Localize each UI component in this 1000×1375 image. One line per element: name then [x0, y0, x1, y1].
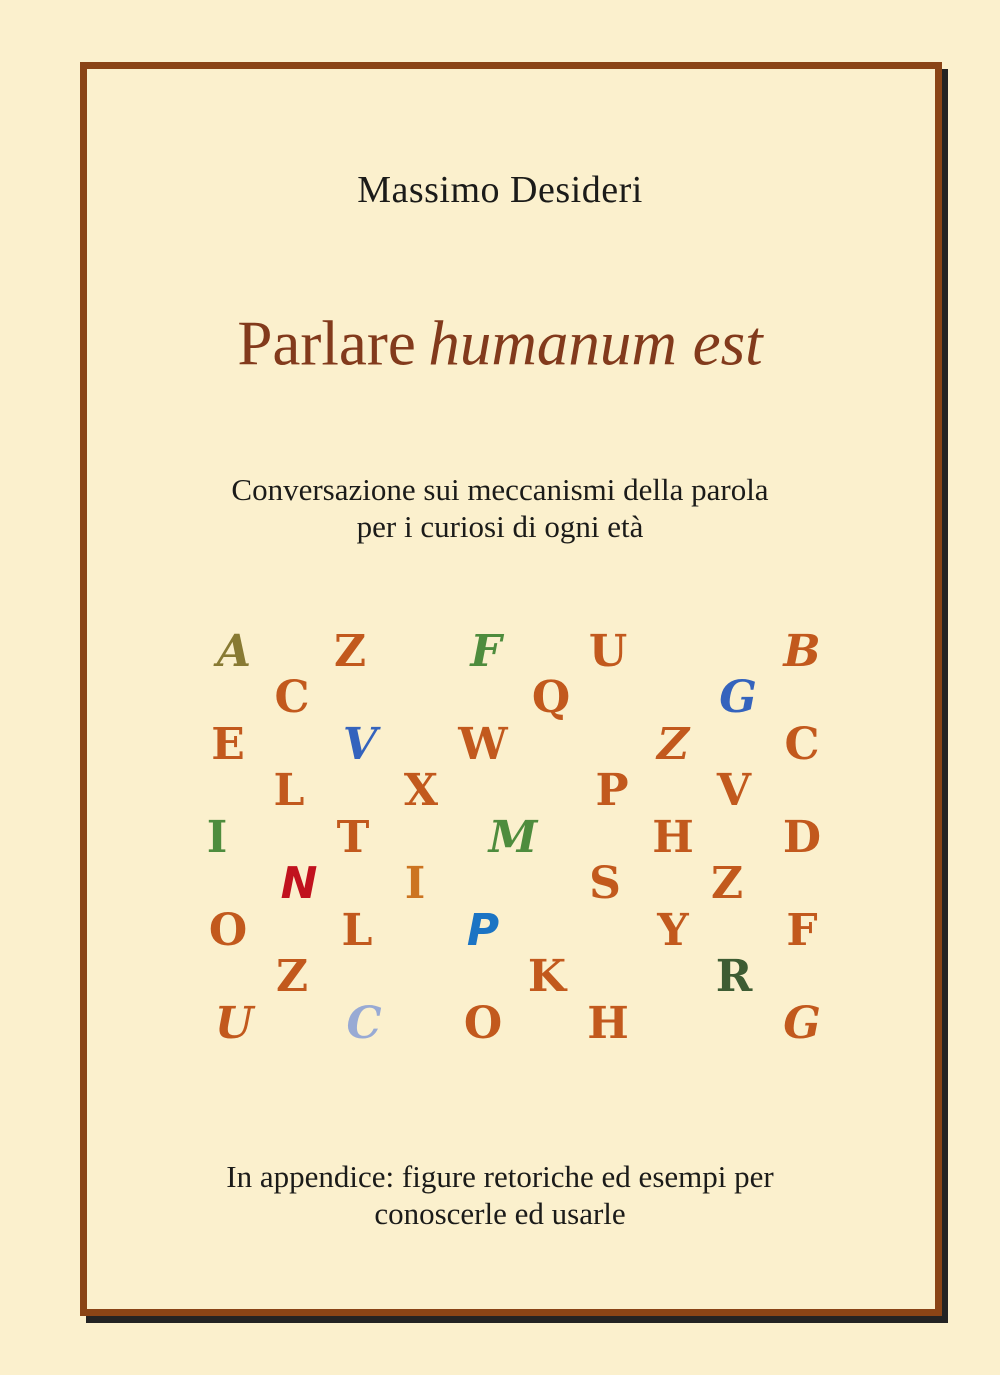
scattered-letter-i: I	[404, 858, 426, 909]
scattered-letter-p: P	[595, 765, 629, 816]
scattered-letter-t: T	[336, 812, 370, 863]
book-title-italic: humanum est	[428, 308, 763, 379]
scattered-letter-s: S	[589, 858, 621, 909]
scattered-letter-y: Y	[657, 905, 689, 956]
scattered-letter-f: F	[470, 626, 502, 677]
scattered-letter-a: A	[216, 626, 252, 677]
scattered-letter-c: C	[346, 998, 382, 1049]
scattered-letter-h: H	[652, 812, 694, 863]
appendix-line-1: In appendice: figure retoriche ed esempi per	[226, 1159, 774, 1194]
scattered-letter-x: X	[403, 765, 439, 816]
subtitle-line-2: per i curiosi di ogni età	[356, 509, 644, 544]
scattered-letter-v: V	[716, 765, 752, 816]
scattered-letter-g: G	[719, 672, 757, 723]
scattered-letter-m: M	[488, 812, 538, 863]
scattered-letter-z: Z	[656, 719, 690, 770]
scattered-letter-g: G	[783, 998, 821, 1049]
appendix-line-2: conoscerle ed usarle	[374, 1196, 626, 1231]
scattered-letter-c: C	[274, 672, 310, 723]
scattered-letter-i: I	[206, 812, 228, 863]
scattered-letter-k: K	[527, 951, 567, 1002]
scattered-letter-z: Z	[333, 626, 367, 677]
scattered-letter-u: U	[588, 626, 628, 677]
subtitle-line-1: Conversazione sui meccanismi della parola	[231, 472, 769, 507]
scattered-letter-f: F	[786, 905, 818, 956]
scattered-letter-n: N	[280, 858, 318, 909]
scattered-letter-z: Z	[275, 951, 309, 1002]
scattered-letter-d: D	[782, 812, 822, 863]
scattered-letter-e: E	[211, 719, 245, 770]
author-name: Massimo Desideri	[357, 169, 643, 211]
scattered-letter-q: Q	[531, 672, 571, 723]
scattered-letter-w: W	[458, 719, 508, 770]
scattered-letter-v: V	[342, 719, 378, 770]
scattered-letter-l: L	[341, 905, 373, 956]
scattered-letter-r: R	[715, 951, 753, 1002]
scattered-letter-b: B	[783, 626, 821, 677]
scattered-letter-u: U	[214, 998, 254, 1049]
scattered-letter-o: O	[463, 998, 503, 1049]
scattered-letter-h: H	[587, 998, 629, 1049]
book-title-roman: Parlare	[237, 308, 416, 379]
appendix-note	[0, 1158, 1000, 1232]
scattered-letter-l: L	[273, 765, 305, 816]
scattered-letter-o: O	[208, 905, 248, 956]
scattered-letter-p: P	[466, 905, 500, 956]
scattered-letter-c: C	[784, 719, 820, 770]
scattered-letter-z: Z	[710, 858, 744, 909]
